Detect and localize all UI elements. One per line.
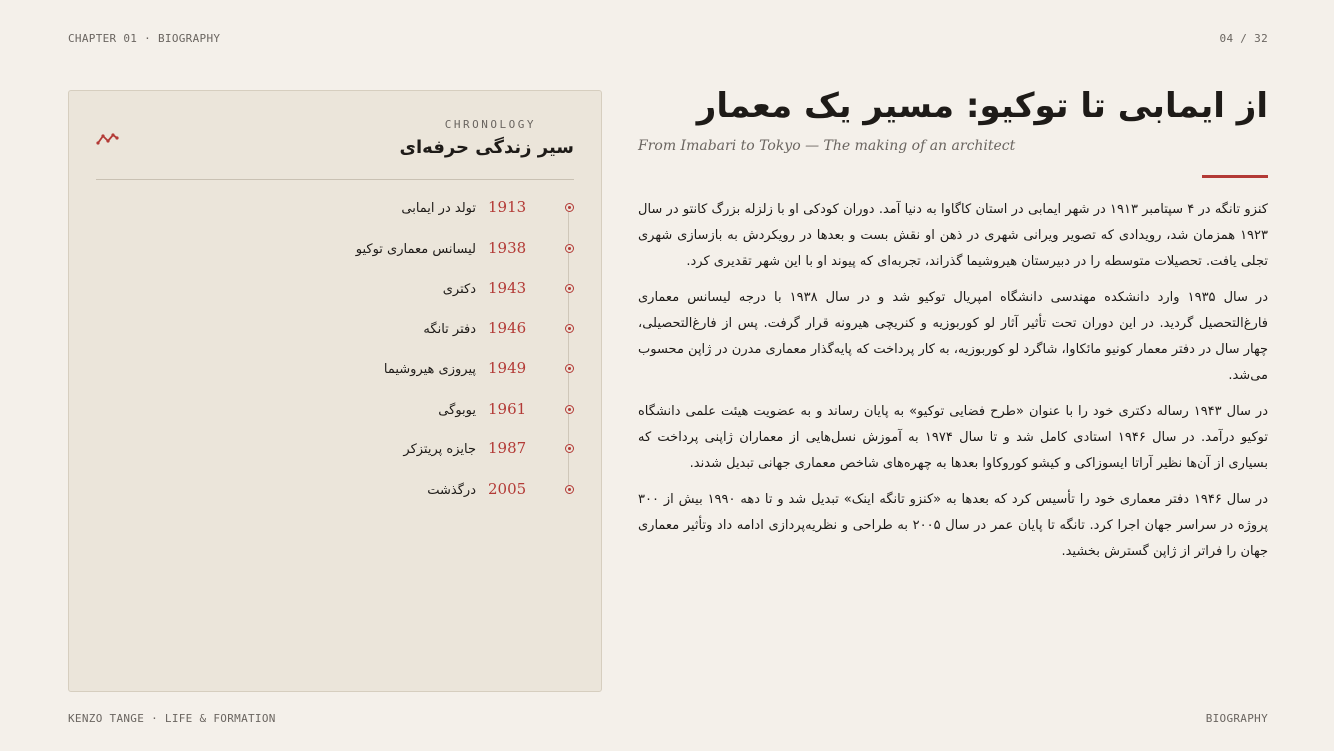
- divider: [96, 179, 574, 180]
- timeline-event: پیروزی هیروشیما: [383, 362, 476, 377]
- timeline-event: دکتری: [442, 282, 476, 297]
- timeline-item: [69, 438, 601, 462]
- trend-line-icon: [96, 131, 120, 147]
- accent-rule: [1202, 175, 1268, 178]
- paragraph: کنزو تانگه در ۴ سپتامبر ۱۹۱۳ در شهر ایمابی در استان کاگاوا به دنیا آمد. دوران کودکی او با زلزله بزرگ کانتو در سال ۱۹۲۳ همزمان شد، رویدادی که تصویر ویرانی شهری در ذهن او نقش بست و بعدها در رویکردش به بازسازی شهری تجلی یافت. تحصیلات متوسطه را در دبیرستان هیروشیما گذراند، تجربه‌ای که پیوند او با این شهر تقدیری کرد.: [638, 202, 1268, 269]
- paragraph: در سال ۱۹۳۵ وارد دانشکده مهندسی دانشگاه امپریال توکیو شد و در سال ۱۹۳۸ با درجه لیسانس معماری فارغ‌التحصیل گردید. در این دوران تحت تأثیر آثار لو کوربوزیه و کنریچی هیرونه قرار گرفت. پس از فارغ‌التحصیلی، چهار سال در دفتر معمار کونیو مائکاوا، شاگرد لو کوربوزیه، به کار پرداخت که پایه‌گذار معماری مدرن در ژاپن محسوب می‌شد.: [638, 290, 1268, 383]
- article-body: [638, 197, 1268, 575]
- timeline-year: 1949: [488, 359, 527, 377]
- timeline-item: [69, 278, 601, 302]
- timeline-marker-icon: [565, 203, 574, 212]
- timeline-kicker: CHRONOLOGY: [444, 118, 536, 131]
- timeline-year: 1943: [488, 279, 527, 297]
- footer-right-label: BIOGRAPHY: [1205, 712, 1268, 725]
- timeline-year: 1913: [488, 198, 527, 216]
- paragraph: در سال ۱۹۴۶ دفتر معماری خود را تأسیس کرد که بعدها به «کنزو تانگه اینک» تبدیل شد و تا دهه ۱۹۹۰ بیش از ۳۰۰ پروژه در سراسر جهان اجرا کرد. تانگه تا پایان عمر در سال ۲۰۰۵ به طراحی و نظریه‌پردازی ادامه داد وتأثیر معماری جهان را فراتر از ژاپن گسترش بخشید.: [638, 492, 1268, 559]
- paragraph: در سال ۱۹۴۳ رساله دکتری خود را با عنوان «طرح فضایی توکیو» به پایان رساند و به عضویت هیئت علمی دانشگاه توکیو درآمد. در سال ۱۹۴۶ استادی کامل شد و تا سال ۱۹۷۴ به آموزش نسل‌هایی از معماران ژاپنی پرداخت که بسیاری از آن‌ها نظیر آراتا ایسوزاکی و کیشو کوروکاوا بعدها به چهره‌های شاخص معماری جهانی تبدیل شدند.: [638, 404, 1269, 471]
- footer-left-label: KENZO TANGE · LIFE & FORMATION: [68, 712, 276, 725]
- timeline-event: درگذشت: [427, 483, 476, 498]
- timeline-year: 1987: [488, 439, 527, 457]
- timeline-year: 2005: [488, 480, 527, 498]
- timeline-event: یوبوگی: [438, 403, 476, 418]
- timeline-year: 1938: [488, 239, 527, 257]
- timeline-marker-icon: [565, 324, 574, 333]
- timeline-marker-icon: [565, 405, 574, 414]
- timeline-item: [69, 238, 601, 262]
- page-title: از ایمابی تا توکیو: مسیر یک معمار: [696, 86, 1268, 126]
- timeline-item: [69, 399, 601, 423]
- timeline-marker-icon: [565, 244, 574, 253]
- timeline-year: 1946: [488, 319, 527, 337]
- timeline-item: [69, 318, 601, 342]
- timeline-marker-icon: [565, 485, 574, 494]
- page-number: 04 / 32: [1219, 32, 1268, 45]
- timeline-item: [69, 197, 601, 221]
- timeline-title: سیر زندگی حرفه‌ای: [399, 137, 574, 158]
- timeline-item: [69, 479, 601, 503]
- timeline-event: تولد در ایمابی: [401, 201, 476, 216]
- timeline-item: [69, 358, 601, 382]
- timeline-card: [68, 90, 602, 692]
- timeline-event: لیسانس معماری توکیو: [355, 242, 476, 257]
- timeline-marker-icon: [565, 284, 574, 293]
- timeline-event: دفتر تانگه: [423, 322, 476, 337]
- timeline-event: جایزه پریتزکر: [403, 442, 476, 457]
- chapter-label: CHAPTER 01 · BIOGRAPHY: [68, 32, 221, 45]
- timeline-marker-icon: [565, 444, 574, 453]
- timeline-marker-icon: [565, 364, 574, 373]
- timeline-year: 1961: [488, 400, 527, 418]
- page-subtitle: From Imabari to Tokyo — The making of an architect: [638, 138, 1016, 154]
